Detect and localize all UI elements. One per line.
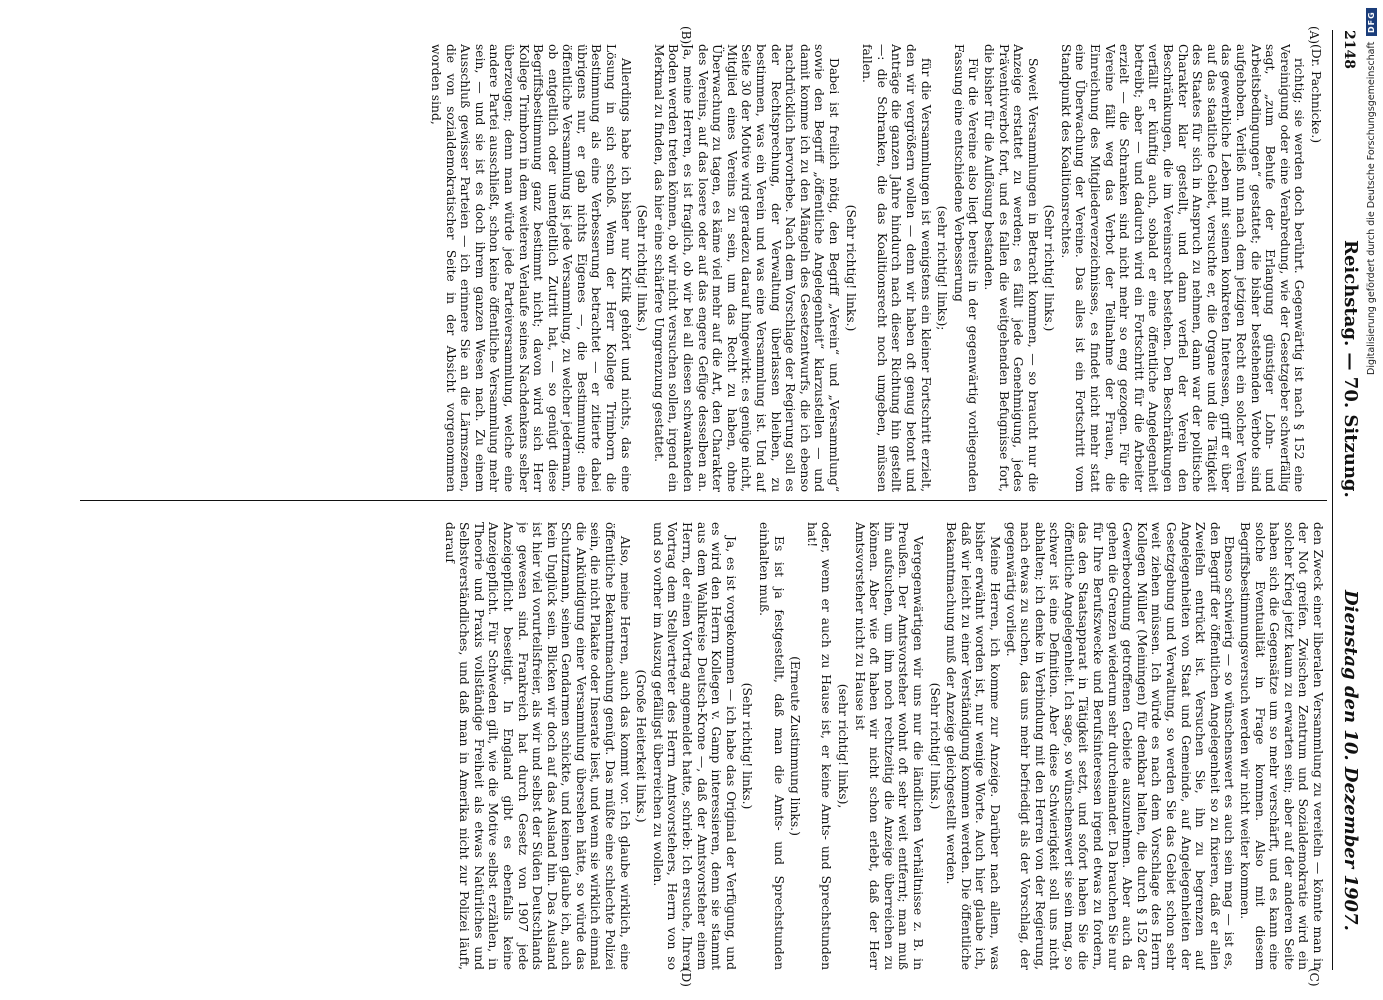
interjection: (Sehr richtig! links.) [843,204,858,332]
paragraph: für die Versammlungen ist wenigstens ein kleiner Fortschritt erzielt, den wir vergrößern wollen — denn wir haben oft genug betont und Anträge die ganzen Jahre hindurch nach dieser Richtung hin gestellt —: die Schranken, die das Koalitionsrecht noch umgeben, müssen fallen. [860,44,933,492]
speaker-label: (Dr. Pachnicke.) [1309,44,1323,144]
paragraph: Meine Herren, ich komme zur Anzeige. Darüber nach allem, was bisher erwähnt worden ist, nur wenige Worte. Auch hier glaube ich, daß wir leicht zu einer Verständigung kommen werden. Die öffentliche Bekanntmachung muß der Anzeige gleichgestellt werden. [944,522,1002,970]
right-column [80,522,1325,970]
column-divider [80,500,1327,501]
paragraph: den Zweck einer liberalen Versammlung zu vereiteln — könnte man in der Not greifen. Zwischen Zentrum und Sozialdemokratie wird ein solcher Krieg jetzt kaum zu erwarten sein; aber auf der anderen Seite haben sich die Gegensätze um so mehr verschärft, und es kann eine solche Eventualität in Frage kommen. Also mit diesem Begriffsbestimmungsversuch werden wir nicht weiter kommen. [1238,522,1325,970]
margin-marker-d: (D) [679,968,693,987]
interjection: (Sehr richtig! links.) [927,682,942,810]
margin-marker-b: (B) [679,26,693,45]
margin-marker-a: (A) [1307,26,1321,45]
interjection: (Erneute Zustimmung links.) [788,656,803,836]
paragraph: oder, wenn er auch zu Hause ist, er keine Amts- und Sprechstunden hat! [804,522,834,970]
page-number: 2148 [1341,30,1357,69]
paragraph: Dabei ist freilich nötig, den Begriff „Verein“ und „Versammlung“ sowie den Begriff „öffentliche Angelegenheit“ klarzustellen — und damit komme ich zu den Mängeln des Gesetzentwurfs, die ich ebenso nachdrücklich hervorhebe. Nach dem Vorschlage der Regierung soll es der Rechtsprechung, der Verwaltung überlassen bleiben, zu bestimmen, was ein Verein und was eine Versammlung ist. Und auf Seite 30 der Motive wird geradezu darauf hingewirkt: es genüge nicht, Mitglied eines Vereins zu sein, um das Recht zu haben, ohne Überwachung zu tagen, es käme viel mehr auf die Art, den Charakter des Vereins, auf das losere oder auf das engere Gefüge desselben an. Ja, meine Herren, es ist fraglich, ob wir bei all diesen schwankenden Boden werden treten können, ob wir nicht versuchen sollen, irgend ein Merkmal zu finden, das hier eine schärfere Umgrenzung gestattet. [651,44,841,492]
paragraph: Es ist ja festgestellt, daß man die Amts- und Sprechstunden einhalten muß. [757,522,786,970]
interjection: (Sehr richtig! links.) [1042,204,1057,332]
margin-marker-c: (C) [1307,968,1321,987]
interjection: (Große Heiterkeit links.) [634,669,649,823]
interjection: (sehr richtig! links); [935,205,950,331]
digitization-note-text: Digitalisierung gefördert durch die Deutsche Forschungsgemeinschaft [1366,41,1377,375]
dfg-logo: DFG [1366,8,1377,36]
paragraph: Allerdings habe ich bisher nur Kritik gehört und nichts, das eine Lösung in sich schloß. Wenn der Herr Kollege Trimborn die Bestimmung als eine Verbesserung betrachtet — er zitierte dabei übrigens nur, er gab nichts Eigenes —, die Bestimmung: eine öffentliche Versammlung ist jede Versammlung, zu welcher jedermann, ob entgeltlich oder unentgeltlich Zutritt hat, — so genügt diese Begriffsbestimmung ganz bestimmt nicht; davon wird sich Herr Kollege Trimborn in dem weiteren Verlaufe seines Nachdenkens selber überzeugen; denn man würde jede Parteiversammlung, welche eine andere Partei ausschließt, schon keine öffentliche Versammlung mehr sein, — und sie ist es doch ihrem ganzen Wesen nach. Zu einem Ausschluß gewisser Parteien — ich erinnere Sie an die Lärmszenen, die von sozialdemokratischer Seite in der Absicht vorgenommen worden sind, [428,44,633,492]
digitization-note [1366,8,1377,375]
left-column [80,44,1325,492]
interjection: (Sehr richtig! links.) [740,682,755,810]
session-title: Reichstag. — 70. Sitzung. [1340,240,1361,498]
paragraph: Ebenso schwierig — so wünschenswert es auch sein mag — ist es, den Begriff der öffentlichen Angelegenheit so zu fixieren, daß er allen Zweifeln entrückt ist. Versuchen Sie, ihn zu begrenzen auf Angelegenheiten von Staat und Gemeinde, auf Angelegenheiten der Gesetzgebung und Verwaltung, so werden Sie das Gebiet schon sehr weit ziehen müssen. Ich würde es nach dem Vorschlage des Herrn Kollegen Müller (Meiningen) für denkbar halten, die durch § 152 der Gewerbeordnung getroffenen Gebiete auszunehmen. Aber auch da gehen die Grenzen wiederum sehr durcheinander. Da brauchen Sie nur für Ihre Berufszwecke und Berufsinteressen irgend etwas zu fordern, das den Staatsapparat in Tätigkeit setzt, und sofort haben Sie die öffentliche Angelegenheit. Ich sage, so wünschenswert sie sein mag, so schwer ist eine Definition. Aber diese Schwierigkeit soll uns nicht abhalten; ich denke in Verbindung mit den Herren von der Regierung, nach etwas zu suchen, das uns mehr befriedigt als der Vorschlag, der gegenwärtig vorliegt. [1003,522,1237,970]
interjection: (Sehr richtig! links.) [635,204,650,332]
session-date: Dienstag den 10. Dezember 1907. [1340,590,1361,931]
paragraph: Für die Vereine also liegt bereits in der gegenwärtig vorliegenden Fassung eine entschiedene Verbesserung [951,44,981,492]
page-header [1335,30,1365,970]
paragraph: Also, meine Herren, auch das kommt vor. Ich glaube wirklich, eine öffentliche Bekanntmachung genügt. Das müßte eine schlechte Polizei sein, die nicht Plakate oder Inserate liest, und wenn sie wirklich einmal die Ankündigung einer Versammlung übersehen hätte, so würde das Schutzmann, seinen Gendarmen schickte, und keinen glaube ich, auch kein Unglück sein. Blicken wir doch auf das Ausland hin. Das Ausland ist hier viel vorurteilsfreier, als wir und selbst der Süden Deutschlands je gewesen sind. Frankreich hat durch Gesetz von 1907 jede Anzeigepflicht beseitigt. In England gibt es ebenfalls keine Anzeigepflicht. Für Schweden gilt, wie die Motive selbst erzählen, in Theorie und Praxis vollständige Freiheit als etwas Natürliches und Selbstverständliches, und daß man in Amerika nicht zur Polizei läuft, darauf [442,522,632,970]
header-rule [1332,30,1333,970]
paragraph: Ja, es ist vorgekommen — ich habe das Original der Verfügung, und es wird den Herrn Kollegen v. Gamp interessieren, denn sie stammt aus dem Wahlkreise Deutsch-Krone —, daß der Amtsvorsteher einem Herrn, der einen Vortrag angemeldet hatte, schrieb: Ich ersuche, Ihren Vortrag dem Stellvertreter des Herrn Amtsvorstehers, Herrn von so und so vorher im Auszug gefälligst überreichen zu wollen. [650,522,738,970]
paragraph: Soweit Versammlungen in Betracht kommen, — so braucht nur die Anzeige erstattet zu werden; es fällt jede Genehmigung, jedes Präventivverbot fort, und es fallen die weitgehenden Befugnisse fort, die bisher für die Auflösung bestanden. [981,44,1040,492]
paragraph: Vergegenwärtigen wir uns nur die ländlichen Verhältnisse z. B. in Preußen. Der Amtsvorsteher wohnt oft sehr weit entfernt; man muß ihn aufsuchen, um ihm noch rechtzeitig die Anzeige überreichen zu können. Aber wie oft haben wir nicht schon erlebt, daß der Herr Amtsvorsteher nicht zu Hause ist [852,522,925,970]
interjection: (sehr richtig! links), [836,683,850,809]
paragraph: richtig; sie werden doch berührt. Gegenwärtig ist nach § 152 eine Vereinigung oder eine Verabredung, wie der Gesetzgeber schwerfällig sagt, „zum Behufe der Erlangung günstiger Lohn- und Arbeitsbedingungen“ gestattet; die bisher bestehenden Verbote sind aufgehoben. Verließ nun nach dem jetzigen Recht ein solcher Verein das gewerbliche Leben mit seinen konkreten Interessen, griff er über auf das staatliche Gebiet, versuchte er, die Organe und die Tätigkeit des Staates für sich in Anspruch zu nehmen, dann war der politische Charakter klar gestellt, und dann verfiel der Verein den Beschränkungen, die im Vereinsrecht bestehen. Den Beschränkungen verfällt er künftig auch, sobald er eine öffentliche Angelegenheit betreibt; aber — und dadurch wird ein Fortschritt für die Arbeiter erzielt — die Schranken sind nicht mehr so eng gezogen. Für die Vereine fällt weg das Verbot der Teilnahme der Frauen, die Einreichung des Mitgliederverzeichnisses, es findet nicht mehr statt eine Überwachung der Vereine. Das alles ist ein Fortschritt vom Standpunkt des Koalitionsrechtes. [1058,44,1307,492]
